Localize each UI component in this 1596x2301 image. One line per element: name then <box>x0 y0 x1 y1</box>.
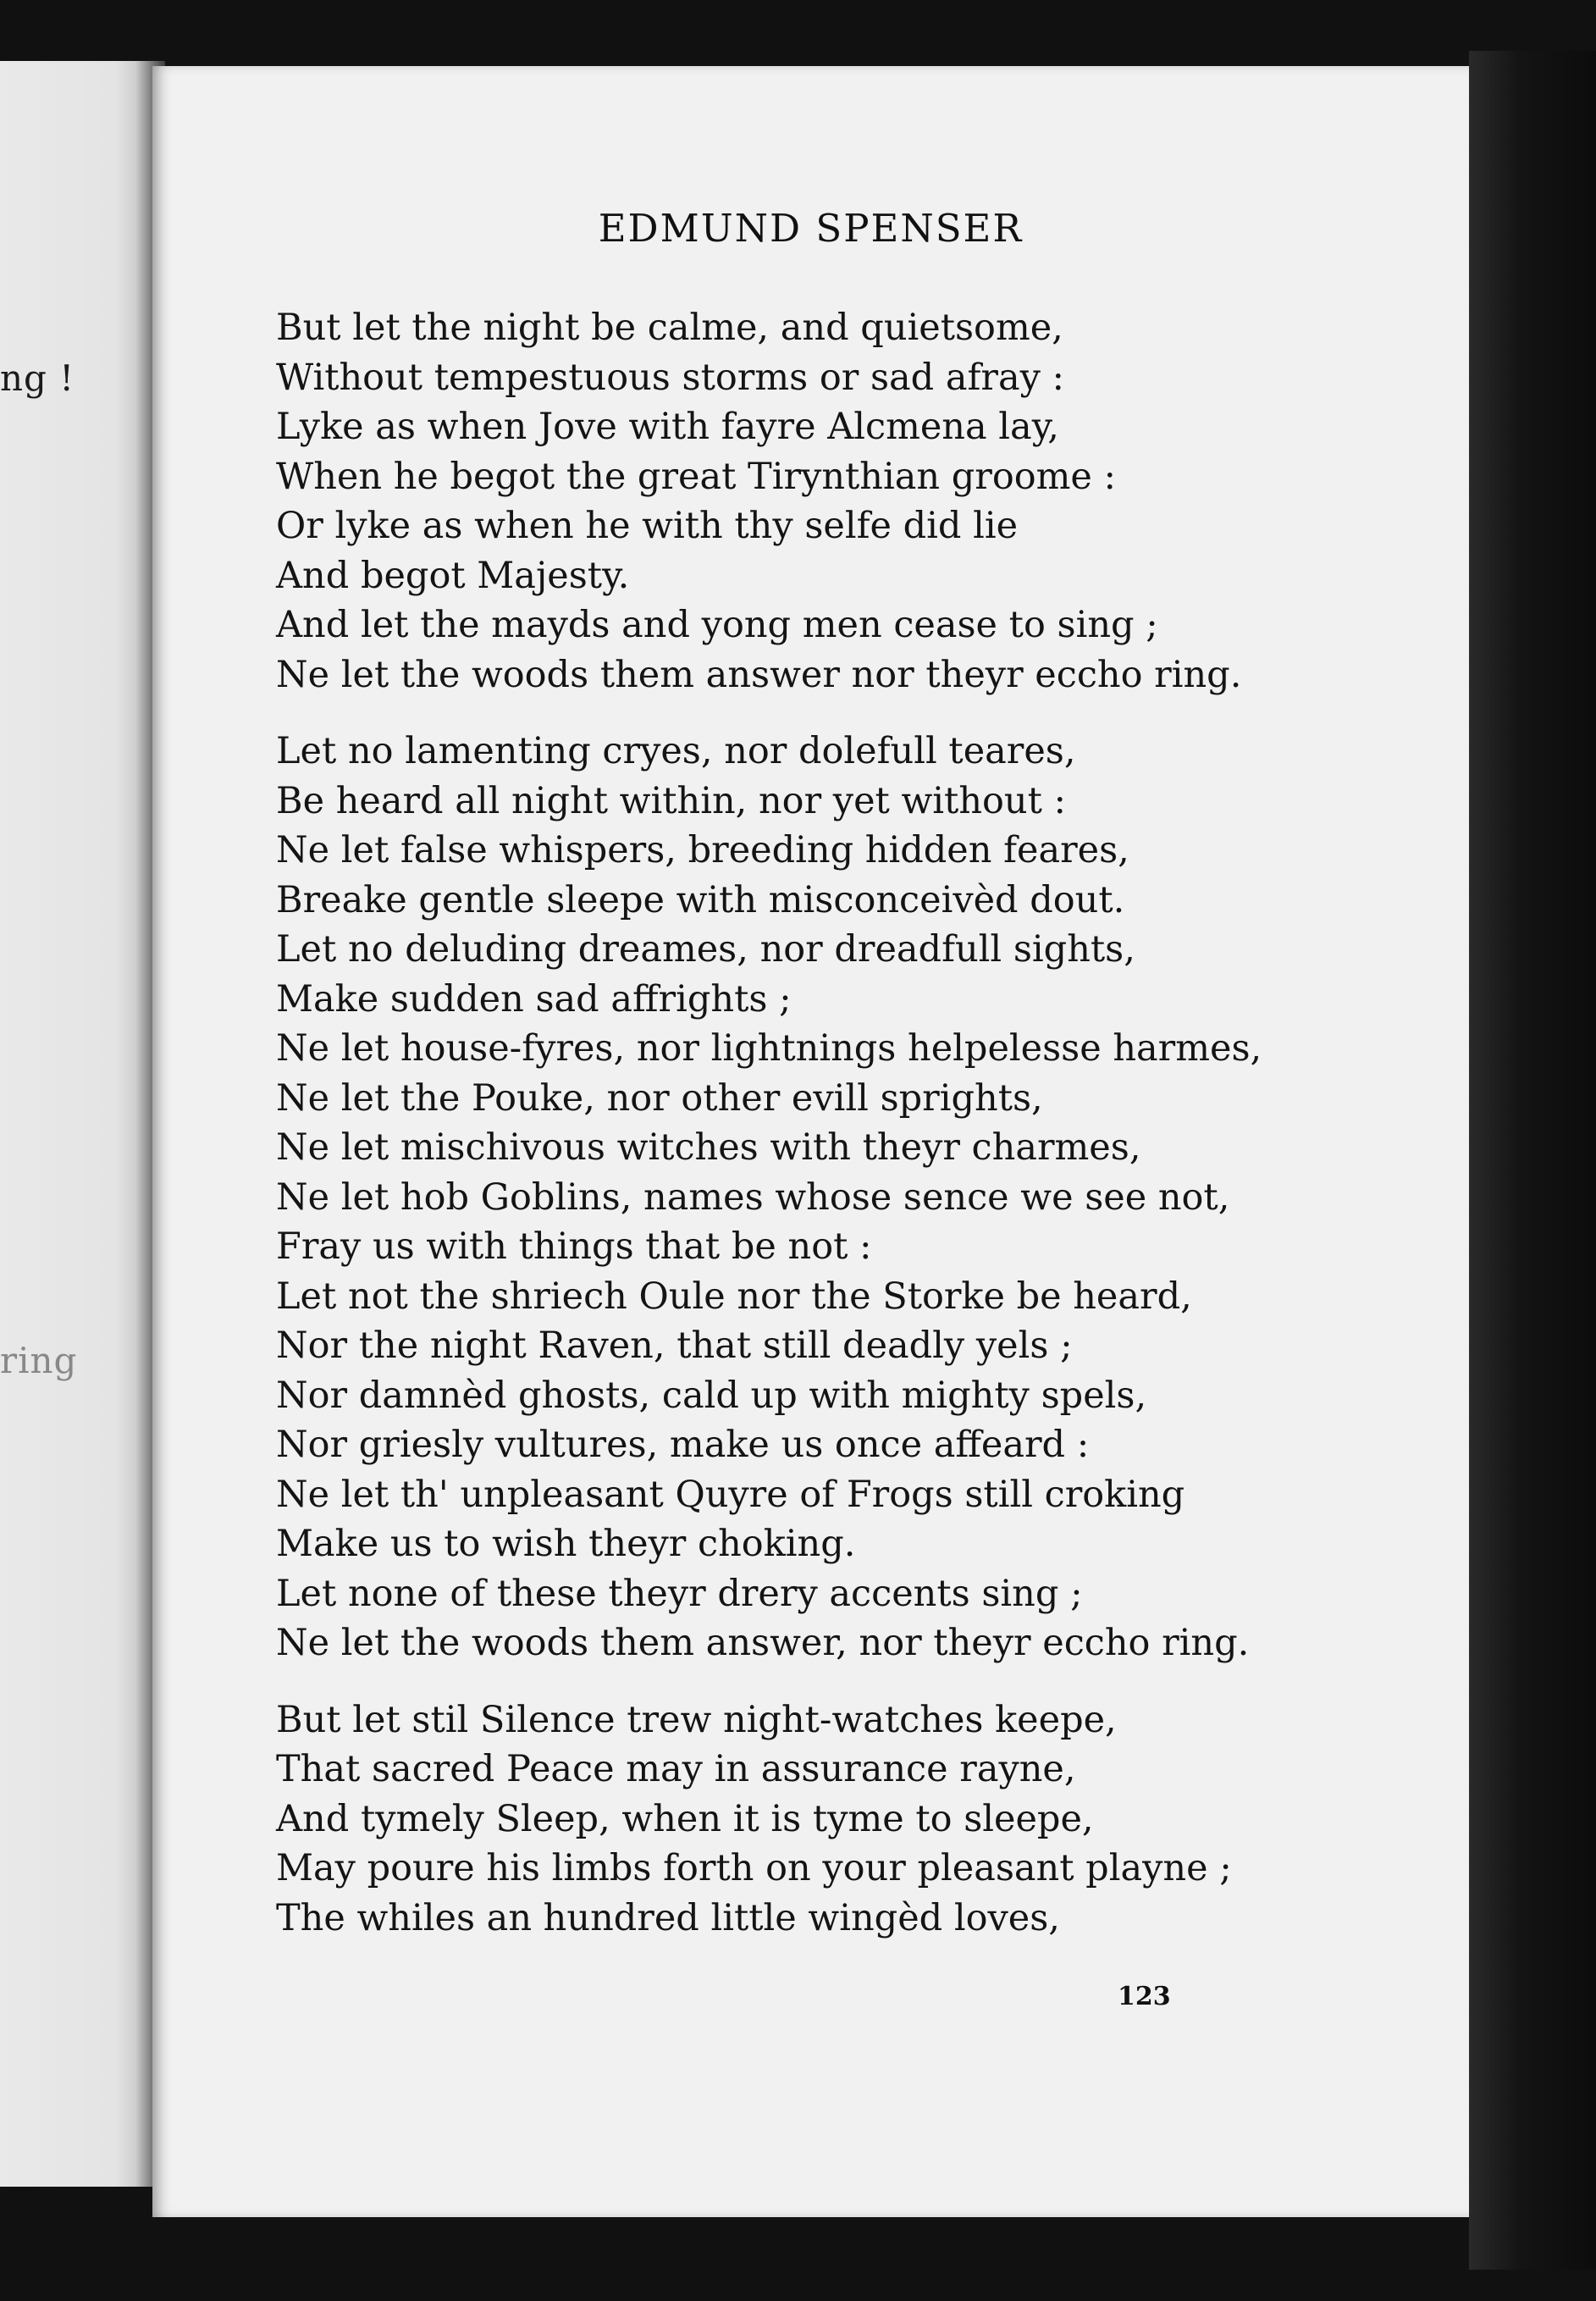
poem-line: But let the night be calme, and quietsome, <box>276 307 1063 349</box>
poem-line: Without tempestuous storms or sad afray : <box>276 356 1065 399</box>
poem-line: Let none of these theyr drery accents sing ; <box>276 1572 1083 1615</box>
poem-line: Or lyke as when he with thy selfe did lie <box>276 505 1019 547</box>
poem-line: Ne let house-fyres, nor lightnings helpelesse harmes, <box>276 1027 1262 1070</box>
poem-line: Fray us with things that be not : <box>276 1225 872 1268</box>
poem-line: Be heard all night within, nor yet without : <box>276 779 1067 822</box>
facing-page-fragment-1: ng ! <box>0 357 75 399</box>
poem-line: Ne let the woods them answer, nor theyr eccho ring. <box>276 1622 1250 1664</box>
poem-text <box>276 303 1444 1970</box>
poem-line: That sacred Peace may in assurance rayne, <box>276 1748 1076 1790</box>
poem-line: Ne let the Pouke, nor other evill sprights, <box>276 1076 1043 1120</box>
poem-line: And tymely Sleep, when it is tyme to sleepe, <box>276 1797 1094 1840</box>
poem-line: Nor damnèd ghosts, cald up with mighty spels, <box>276 1374 1147 1417</box>
poem-line: Let not the shriech Oule nor the Storke be heard, <box>276 1275 1192 1318</box>
poem-line: The whiles an hundred little wingèd loves, <box>276 1896 1060 1939</box>
poem-line: Ne let hob Goblins, names whose sence we see not, <box>276 1175 1230 1219</box>
stanza-1 <box>276 303 1444 700</box>
poem-line: Ne let th' unpleasant Quyre of Frogs still croking <box>276 1473 1185 1516</box>
poem-line: Breake gentle sleepe with misconceivèd dout. <box>276 878 1125 921</box>
stanza-3 <box>276 1695 1444 1944</box>
poem-line: Ne let the woods them answer nor theyr eccho ring. <box>276 653 1242 696</box>
poem-line: Ne let false whispers, breeding hidden feares, <box>276 829 1129 871</box>
book-page <box>152 66 1469 2217</box>
facing-page-fragment-2: ring <box>0 1340 78 1381</box>
poem-line: Nor the night Raven, that still deadly yels ; <box>276 1325 1073 1367</box>
poem-line: Lyke as when Jove with fayre Alcmena lay, <box>276 406 1059 448</box>
poem-line: Let no lamenting cryes, nor dolefull teares, <box>276 730 1076 772</box>
poem-line: May poure his limbs forth on your pleasant playne ; <box>276 1847 1232 1889</box>
poem-line: Ne let mischivous witches with theyr charmes, <box>276 1126 1141 1169</box>
poem-line: Nor griesly vultures, make us once affeard : <box>276 1424 1090 1466</box>
poem-line: Make sudden sad affrights ; <box>276 977 792 1021</box>
poem-line: Let no deluding dreames, nor dreadfull sights, <box>276 928 1135 971</box>
poem-line: And let the mayds and yong men cease to sing ; <box>276 604 1158 646</box>
poem-line: And begot Majesty. <box>276 554 630 597</box>
stanza-2 <box>276 727 1444 1668</box>
poem-line: But let stil Silence trew night-watches keepe, <box>276 1698 1117 1741</box>
page-number: 123 <box>1118 1982 1171 2011</box>
poem-line: Make us to wish theyr choking. <box>276 1523 856 1565</box>
facing-page <box>0 61 165 2187</box>
book-edge-background <box>1469 51 1596 2270</box>
poem-line: When he begot the great Tirynthian groome : <box>276 455 1116 498</box>
running-head: EDMUND SPENSER <box>598 206 1024 251</box>
